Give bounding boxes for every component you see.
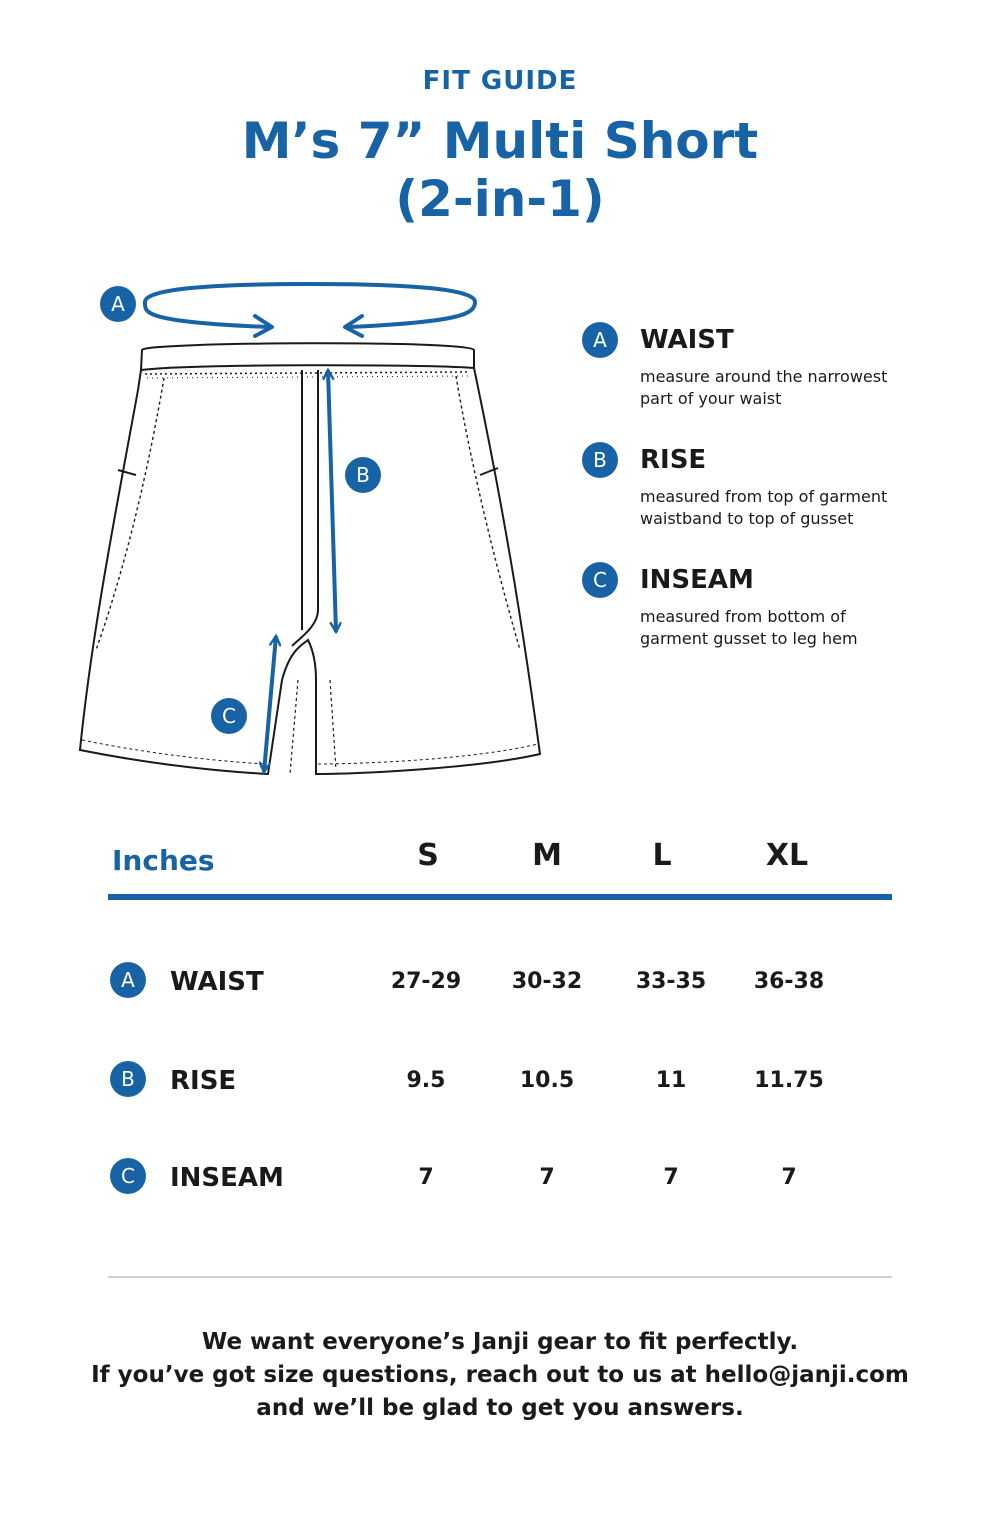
diagram-marker-b: B (345, 457, 381, 493)
table-row-waist (110, 962, 892, 1002)
footer-divider (108, 1276, 892, 1278)
row-marker-b: B (110, 1061, 146, 1097)
legend-marker-a: A (582, 322, 618, 358)
footer-line-2: If you’ve got size questions, reach out to us at hello@janji.com (91, 1362, 909, 1388)
legend-desc-inseam (640, 606, 970, 650)
table-cell: 7 (418, 1165, 434, 1190)
diagram-marker-c: C (211, 698, 247, 734)
size-header-xl: XL (765, 838, 809, 873)
table-cell: 10.5 (519, 1068, 575, 1093)
row-label-waist: WAIST (170, 967, 264, 997)
table-cell: 30-32 (511, 969, 583, 994)
footer-line-1: We want everyone’s Janji gear to fit perfectly. (201, 1329, 799, 1355)
row-label-inseam: INSEAM (170, 1163, 284, 1193)
legend-desc-line: part of your waist (640, 389, 782, 408)
table-row-rise (110, 1061, 892, 1101)
legend-marker-c: C (582, 562, 618, 598)
legend-marker-b: B (582, 442, 618, 478)
table-cell: 36-38 (753, 969, 825, 994)
table-cell: 33-35 (635, 969, 707, 994)
table-cell: 7 (781, 1165, 797, 1190)
unit-label: Inches (112, 844, 215, 877)
size-header-s: S (417, 838, 439, 873)
size-header-m: M (532, 838, 562, 873)
diagram-marker-a: A (100, 286, 136, 322)
table-cell: 27-29 (390, 969, 462, 994)
row-marker-c: C (110, 1158, 146, 1194)
shorts-diagram (0, 270, 560, 790)
legend-desc-rise (640, 486, 970, 530)
row-marker-a: A (110, 962, 146, 998)
table-cell: 9.5 (406, 1068, 446, 1093)
table-cell: 11.75 (754, 1068, 824, 1093)
table-cell: 7 (539, 1165, 555, 1190)
legend-title-waist: WAIST (640, 325, 734, 355)
table-row-inseam (110, 1158, 892, 1198)
legend-title-inseam: INSEAM (640, 565, 754, 595)
legend-title-rise: RISE (640, 445, 707, 475)
size-table-header (110, 838, 892, 878)
table-cell: 7 (663, 1165, 679, 1190)
footer-line-3: and we’ll be glad to get you answers. (256, 1395, 744, 1421)
eyebrow-label: FIT GUIDE (422, 66, 578, 96)
legend-desc-line: garment gusset to leg hem (640, 629, 858, 648)
legend-desc-line: measure around the narrowest (640, 367, 888, 386)
size-header-l: L (652, 838, 672, 873)
shorts-outline (80, 343, 540, 774)
table-cell: 11 (655, 1068, 687, 1093)
legend-desc-line: measured from top of garment (640, 487, 888, 506)
legend-desc-line: waistband to top of gusset (640, 509, 854, 528)
table-header-divider (108, 894, 892, 900)
footer-message (0, 1326, 1000, 1425)
inseam-arrow (264, 636, 276, 772)
waist-measure-ellipse (145, 284, 475, 336)
page-title (0, 112, 1000, 228)
title-line-2: (2-in-1) (395, 170, 605, 228)
row-label-rise: RISE (170, 1066, 237, 1096)
legend-desc-line: measured from bottom of (640, 607, 846, 626)
title-line-1: M’s 7” Multi Short (241, 112, 759, 170)
legend-desc-waist (640, 366, 970, 410)
rise-arrow (328, 370, 336, 632)
